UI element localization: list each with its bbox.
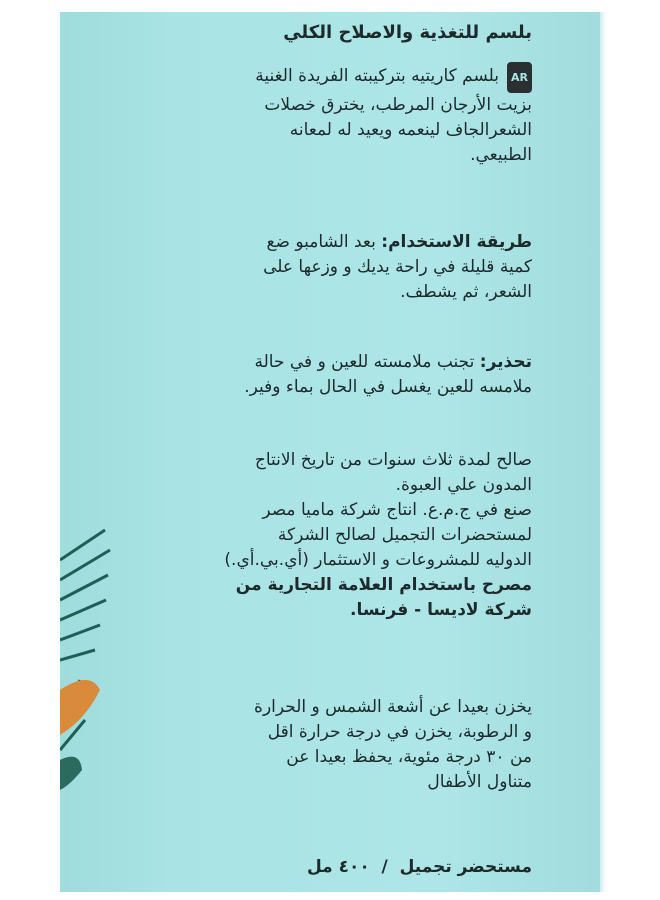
usage-line-1 <box>152 230 532 255</box>
warning-label: تحذير: <box>479 352 532 372</box>
description-line-2: بزيت الأرجان المرطب، يخترق خصلات <box>264 95 532 115</box>
warning-line-1 <box>152 350 532 375</box>
warning-text: تجنب ملامسته للعين و في حالة <box>254 352 475 372</box>
description-text: بلسم كاريتيه بتركيبته الفريدة الغنية <box>255 66 500 86</box>
palm-leaf-decoration <box>60 520 120 800</box>
usage-text: بعد الشامبو ضع <box>266 232 376 252</box>
validity-block <box>152 448 532 623</box>
license-line-1: مصرح باستخدام العلامة التجارية من <box>235 575 532 595</box>
storage-line-4: متناول الأطفال <box>427 772 532 792</box>
storage-line-2: و الرطوبة، يخزن في درجة حرارة اقل <box>267 722 532 742</box>
description-line-3: الشعرالجاف لينعمه ويعيد له لمعانه <box>289 120 532 140</box>
description-line-1 <box>152 62 532 93</box>
validity-line-2: المدون علي العبوة. <box>395 475 532 495</box>
warning-line-2: ملامسه للعين يغسل في الحال بماء وفير. <box>244 377 532 397</box>
usage-label: طريقة الاستخدام: <box>381 232 532 252</box>
manufacturer-line-3: الدوليه للمشروعات و الاستثمار (أي.بي.أي.) <box>224 550 532 570</box>
product-title: بلسم للتغذية والاصلاح الكلي <box>283 22 532 43</box>
usage-block <box>152 230 532 305</box>
manufacturer-line-2: لمستحضرات التجميل لصالح الشركة <box>277 525 532 545</box>
license-line-2: شركة لاديسا - فرنسا. <box>350 600 532 620</box>
ar-language-badge: AR <box>507 62 532 93</box>
storage-line-3: من ٣٠ درجة مئوية، يحفظ بعيدا عن <box>286 747 532 767</box>
bottle-edge <box>600 12 606 892</box>
description-line-4: الطبيعي. <box>470 145 532 165</box>
description-block <box>152 62 532 168</box>
usage-line-3: الشعر، ثم يشطف. <box>400 282 532 302</box>
validity-line-1: صالح لمدة ثلاث سنوات من تاريخ الانتاج <box>254 450 532 470</box>
manufacturer-line-1: صنع في ج.م.ع. انتاج شركة ماميا مصر <box>262 500 532 520</box>
usage-line-2: كمية قليلة في راحة يديك و وزعها على <box>263 257 532 277</box>
storage-block <box>152 695 532 795</box>
product-volume-footer: مستحضر تجميل / ٤٠٠ مل <box>306 857 532 877</box>
storage-line-1: يخزن بعيدا عن أشعة الشمس و الحرارة <box>254 697 532 717</box>
warning-block <box>152 350 532 400</box>
